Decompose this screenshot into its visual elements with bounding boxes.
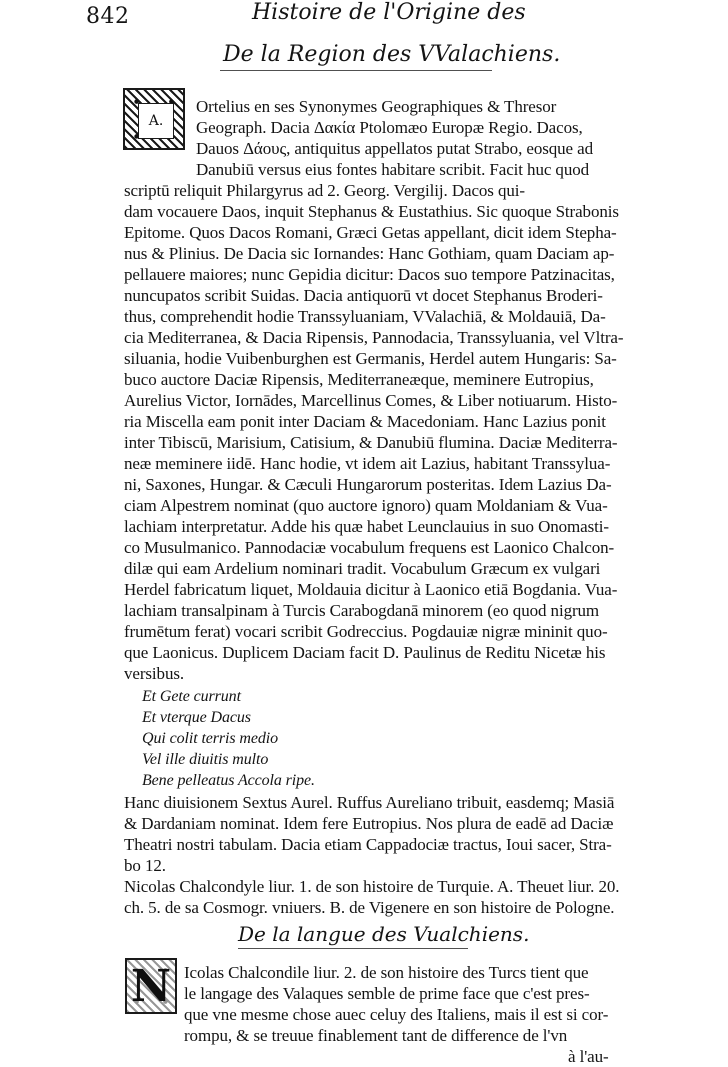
text-line: nuncupatos scribit Suidas. Dacia antiquorū vt docet Stephanus Broderi- [124, 286, 603, 305]
title-underline [238, 948, 468, 949]
text-line: que vne mesme chose auec celuy des Italiens, mais il est si cor- [184, 1005, 609, 1024]
text-line: versibus. [124, 664, 185, 683]
text-line: bo 12. [124, 856, 166, 875]
page-number: 842 [86, 4, 130, 29]
text-line: lachiam transalpinam à Turcis Carabogdanā minorem (eo quod nigrum [124, 601, 600, 620]
text-line: Epitome. Quos Dacos Romani, Græci Getas appellant, dicit idem Stepha- [124, 223, 617, 242]
verse-line: Qui colit terris medio [142, 730, 279, 747]
verse-line: Et Gete currunt [142, 688, 241, 705]
text-line: thus, comprehendit hodie Transsyluaniam, VValachiā, & Moldauiā, Da- [124, 307, 606, 326]
verse-line: Bene pelleatus Accola ripe. [142, 772, 315, 789]
text-line: Theatri nostri tabulam. Dacia etiam Cappadociæ tractus, Ioui sacer, Stra- [124, 835, 612, 854]
text-line: Aurelius Victor, Iornādes, Marcellinus Comes, & Liber notiuarum. Histo- [124, 391, 618, 410]
verse-line: Vel ille diuitis multo [142, 751, 269, 768]
text-line: rompu, & se treuue finablement tant de difference de l'vn [184, 1026, 568, 1045]
running-title: Histoire de l'Origine des [252, 0, 526, 25]
text-line: Dauos Δάους, antiquitus appellatos putat Strabo, eosque ad [196, 139, 593, 158]
text-line: buco auctore Daciæ Ripensis, Mediterraneæque, meminere Eutropius, [124, 370, 594, 389]
verse-line: Et vterque Dacus [142, 709, 251, 726]
text-line: pellauere maiores; nunc Gepidia dicitur: Dacos suo tempore Patzinacitas, [124, 265, 615, 284]
text-line: nus & Plinius. De Dacia sic Iornandes: Hanc Gothiam, quam Daciam ap- [124, 244, 615, 263]
text-line: Ortelius en ses Synonymes Geographiques & Thresor [196, 97, 557, 116]
title-underline [220, 70, 492, 71]
text-line: lachiam interpretatur. Adde his quæ habet Leunclauius in suo Onomasti- [124, 517, 609, 536]
initial-letter-n: N [127, 960, 175, 1012]
text-line: ni, Saxones, Hungar. & Cæculi Hungarorum posteritas. Idem Lazius Da- [124, 475, 612, 494]
text-line: dam vocauere Daos, inquit Stephanus & Eustathius. Sic quoque Strabonis [124, 202, 619, 221]
text-line: & Dardaniam nominat. Idem fere Eutropius. Nos plura de eadē ad Daciæ [124, 814, 614, 833]
text-line: que Laonicus. Duplicem Daciam facit D. Paulinus de Reditu Nicetæ his [124, 643, 606, 662]
catchword: à l'au- [568, 1047, 609, 1066]
text-line: Danubiū versus eius fontes habitare scribit. Facit huc quod [196, 160, 590, 179]
text-line: ciam Alpestrem nominat (quo auctore ignoro) quam Moldaniam & Vua- [124, 496, 608, 515]
text-line: cia Mediterranea, & Dacia Ripensis, Pannodacia, Transsyluania, vel Vltra- [124, 328, 624, 347]
text-line: Geograph. Dacia Δακία Ptolomæo Europæ Regio. Dacos, [196, 118, 583, 137]
decorated-initial-ornament [123, 88, 185, 150]
section-title-language: De la langue des Vualchiens. [238, 922, 530, 946]
text-line: scriptū reliquit Philargyrus ad 2. Georg. Vergilij. Dacos qui- [124, 181, 525, 200]
decorated-initial-ornament [125, 958, 177, 1014]
section-title-region: De la Region des VValachiens. [223, 42, 561, 67]
text-line: siluania, hodie Vuibenburghen est Germanis, Herdel autem Hungaris: Sa- [124, 349, 617, 368]
text-line: neæ meminere iidē. Hanc hodie, vt idem ait Lazius, habitant Transsylua- [124, 454, 611, 473]
reference-line: Nicolas Chalcondyle liur. 1. de son histoire de Turquie. A. Theuet liur. 20. [124, 877, 620, 896]
text-line: Icolas Chalcondile liur. 2. de son histoire des Turcs tient que [184, 963, 589, 982]
text-line: inter Tibiscū, Marisium, Catisium, & Danubiū flumina. Daciæ Mediterra- [124, 433, 618, 452]
text-line: frumētum ferat) vocari scribit Godreccius. Pogdauiæ nigræ mininit quo- [124, 622, 608, 641]
text-line: le langage des Valaques semble de prime face que c'est pres- [184, 984, 590, 1003]
reference-line: ch. 5. de sa Cosmogr. vniuers. B. de Vigenere en son histoire de Pologne. [124, 898, 615, 917]
text-line: Hanc diuisionem Sextus Aurel. Ruffus Aureliano tribuit, easdemq; Masiā [124, 793, 615, 812]
text-line: ria Miscella eam ponit inter Daciam & Macedoniam. Hanc Lazius ponit [124, 412, 606, 431]
text-line: Herdel fabricatum liquet, Moldauia dicitur à Laonico etiā Bogdania. Vua- [124, 580, 618, 599]
text-line: co Musulmanico. Pannodaciæ vocabulum frequens est Laonico Chalcon- [124, 538, 615, 557]
initial-letter-a: A. [138, 103, 174, 139]
text-line: dilæ qui eam Ardelium nominari tradit. Vocabulum Græcum ex vulgari [124, 559, 601, 578]
